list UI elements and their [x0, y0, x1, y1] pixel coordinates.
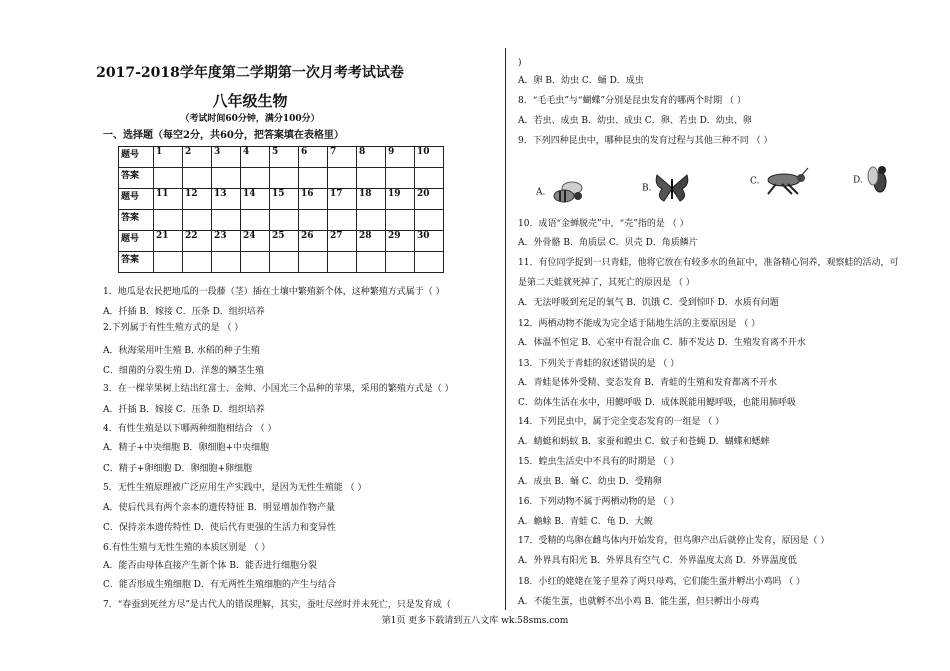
right-question-line: )	[518, 58, 522, 68]
butterfly-icon	[654, 173, 690, 203]
answer-cell[interactable]	[357, 210, 386, 231]
left-question-line: A．能否由母体直接产生新个体 B．能否进行细胞分裂	[103, 561, 317, 571]
answer-cell[interactable]	[270, 210, 299, 231]
answer-table-number-row	[119, 147, 444, 168]
question-number-cell: 20	[415, 189, 444, 210]
question-number-cell: 19	[386, 189, 415, 210]
right-question-line: 13．下列关于青蛙的叙述错误的是 （ ）	[518, 359, 680, 369]
right-question-line: A．卵 B．幼虫 C．蛹 D．成虫	[518, 76, 644, 86]
answer-cell[interactable]	[299, 210, 328, 231]
question-number-cell: 18	[357, 189, 386, 210]
answer-cell[interactable]	[415, 210, 444, 231]
question-number-cell: 2	[183, 147, 212, 168]
question-number-cell: 9	[386, 147, 415, 168]
answer-cell[interactable]	[357, 168, 386, 189]
question-number-cell: 16	[299, 189, 328, 210]
answer-cell[interactable]	[212, 252, 241, 273]
left-question-line: 7．“春蚕到死丝方尽”是古代人的错误理解，其实，蚕吐尽丝时并未死亡，只是发育成（	[103, 600, 451, 610]
question-number-cell: 23	[212, 231, 241, 252]
answer-table-number-row	[119, 231, 444, 252]
right-question-line: 是第二天蛙就死掉了，其死亡的原因是 （ ）	[518, 278, 695, 288]
q9-option-b	[642, 173, 690, 203]
answer-cell[interactable]	[328, 210, 357, 231]
question-number-cell: 11	[154, 189, 183, 210]
q9-option-d	[853, 164, 892, 196]
q9-option-b-label: B.	[642, 183, 652, 194]
answer-label: 答案	[119, 252, 154, 273]
right-question-line: A．成虫 B．蛹 C．幼虫 D．受精卵	[518, 477, 662, 487]
answer-cell[interactable]	[328, 168, 357, 189]
question-number-cell: 15	[270, 189, 299, 210]
q9-option-a-label: A.	[536, 187, 546, 198]
question-number-cell: 13	[212, 189, 241, 210]
answer-cell[interactable]	[386, 210, 415, 231]
answer-label: 答案	[119, 210, 154, 231]
exam-title: 2017-2018学年度第二学期第一次月考考试试卷	[96, 65, 404, 81]
left-question-line: C．精子+卵细胞 D．卵细胞+卵细胞	[103, 464, 253, 474]
question-number-label: 题号	[119, 189, 154, 210]
left-question-line: C．能否形成生殖细胞 D．有无两性生殖细胞的产生与结合	[103, 580, 336, 590]
right-question-line: 17．受精的鸟卵在雌鸟体内开始发育，但鸟卵产出后就停止发育，原因是（ ）	[518, 536, 830, 546]
answer-cell[interactable]	[154, 252, 183, 273]
right-question-line: 8．“毛毛虫”与“蝴蝶”分别是昆虫发育的哪两个时期 （ ）	[518, 96, 746, 106]
right-question-line: A．外界具有阳光 B．外界具有空气 C．外界温度太高 D．外界温度低	[518, 556, 797, 566]
answer-cell[interactable]	[270, 168, 299, 189]
q9-option-c-label: C.	[750, 176, 760, 187]
question-number-label: 题号	[119, 231, 154, 252]
right-question-line: 9．下列四种昆虫中，哪种昆虫的发育过程与其他三种不同 （ ）	[518, 136, 773, 146]
question-number-cell: 24	[241, 231, 270, 252]
bee-icon	[548, 178, 590, 206]
grasshopper-icon	[762, 166, 810, 196]
answer-cell[interactable]	[241, 210, 270, 231]
question-number-cell: 28	[357, 231, 386, 252]
subject-title: 八年级生物	[212, 92, 288, 110]
answer-table-answer-row	[119, 168, 444, 189]
left-question-line: C．细菌的分裂生殖 D．洋葱的鳞茎生殖	[103, 366, 264, 376]
answer-cell[interactable]	[415, 252, 444, 273]
question-number-cell: 6	[299, 147, 328, 168]
right-question-line: 16．下列动物不属于两栖动物的是 （ ）	[518, 497, 680, 507]
fly-icon	[866, 164, 892, 196]
answer-table	[118, 146, 444, 273]
right-question-line: A．蜻蜓和蚂蚁 B．家蚕和蝗虫 C．蚊子和苍蝇 D．蝴蝶和蟋蟀	[518, 437, 770, 447]
left-question-line: A．精子+中央细胞 B．卵细胞+中央细胞	[103, 443, 270, 453]
answer-cell[interactable]	[299, 168, 328, 189]
right-question-line: 14．下列昆虫中，属于完全变态发育的一组是 （ ）	[518, 417, 725, 427]
answer-label: 答案	[119, 168, 154, 189]
answer-cell[interactable]	[154, 168, 183, 189]
left-question-line: 3．在一棵苹果树上结出红富士、金帅、小国光三个品种的苹果，采用的繁殖方式是（ ）	[103, 384, 454, 394]
answer-cell[interactable]	[415, 168, 444, 189]
left-question-line: 2.下列属于有性生殖方式的是 （ ）	[103, 323, 244, 333]
right-question-line: A．不能生蛋，也就孵不出小鸡 B．能生蛋，但只孵出小母鸡	[518, 597, 759, 607]
answer-table-answer-row	[119, 210, 444, 231]
question-number-cell: 17	[328, 189, 357, 210]
answer-cell[interactable]	[386, 252, 415, 273]
question-number-cell: 14	[241, 189, 270, 210]
left-question-line: 1．地瓜是农民把地瓜的一段藤（茎）插在土壤中繁殖新个体，这种繁殖方式属于（ ）	[103, 287, 445, 297]
section-heading: 一、选择题（每空2分，共60分，把答案填在表格里）	[103, 130, 344, 141]
left-question-line: A．使后代具有两个亲本的遗传特征 B．明显增加作物产量	[103, 503, 335, 513]
right-question-line: 18．小红的姥姥在笼子里养了两只母鸡，它们能生蛋并孵出小鸡吗 （ ）	[518, 577, 806, 587]
right-question-line: A．蟾蜍 B．青蛙 C．龟 D．大鲵	[518, 517, 653, 527]
question-number-label: 题号	[119, 147, 154, 168]
question-number-cell: 27	[328, 231, 357, 252]
right-question-line: A．青蛙是体外受精、变态发育 B．青蛙的生殖和发育都离不开水	[518, 378, 777, 388]
question-number-cell: 7	[328, 147, 357, 168]
question-number-cell: 29	[386, 231, 415, 252]
question-number-cell: 30	[415, 231, 444, 252]
question-number-cell: 4	[241, 147, 270, 168]
right-question-line: A．体温不恒定 B．心室中有混合血 C．肺不发达 D．生殖发育离不开水	[518, 338, 806, 348]
left-question-line: 4．有性生殖是以下哪两种细胞相结合 （ ）	[103, 424, 277, 434]
question-number-cell: 22	[183, 231, 212, 252]
answer-table-number-row	[119, 189, 444, 210]
question-number-cell: 26	[299, 231, 328, 252]
question-number-cell: 12	[183, 189, 212, 210]
answer-cell[interactable]	[270, 252, 299, 273]
page-footer: 第1页 更多下载请到五八文库 wk.58sms.com	[381, 616, 569, 626]
answer-cell[interactable]	[386, 168, 415, 189]
q9-option-d-label: D.	[853, 175, 863, 186]
answer-cell[interactable]	[241, 168, 270, 189]
q9-option-c	[750, 166, 810, 196]
left-question-line: C．保持亲本遗传特性 D．使后代有更强的生活力和变异性	[103, 523, 336, 533]
answer-cell[interactable]	[241, 252, 270, 273]
question-number-cell: 25	[270, 231, 299, 252]
right-question-line: C．幼体生活在水中，用鳃呼吸 D．成体既能用鳃呼吸，也能用肺呼吸	[518, 398, 796, 408]
answer-cell[interactable]	[154, 210, 183, 231]
left-question-line: A．扦插 B．嫁接 C．压条 D．组织培养	[103, 405, 265, 415]
left-question-line: 5．无性生殖原理被广泛应用生产实践中，是因为无性生殖能 （ ）	[103, 483, 367, 493]
right-question-line: 10．成语“金蝉脱壳”中，“壳”指的是 （ ）	[518, 219, 689, 229]
question-number-cell: 21	[154, 231, 183, 252]
question-number-cell: 10	[415, 147, 444, 168]
right-question-line: 15．蝗虫生活史中不具有的时期是 （ ）	[518, 457, 680, 467]
left-question-line: A．扦插 B．嫁接 C．压条 D．组织培养	[103, 307, 265, 317]
answer-cell[interactable]	[183, 168, 212, 189]
question-number-cell: 1	[154, 147, 183, 168]
question-number-cell: 5	[270, 147, 299, 168]
left-question-line: 6.有性生殖与无性生殖的本质区别是 （ ）	[103, 543, 271, 553]
right-question-line: A．外骨骼 B．角质层 C．贝壳 D．角质鳞片	[518, 238, 698, 248]
column-divider	[505, 48, 506, 610]
left-question-line: A．秋海棠用叶生殖 B. 水稻的种子生殖	[103, 346, 260, 356]
question-number-cell: 3	[212, 147, 241, 168]
answer-cell[interactable]	[183, 210, 212, 231]
right-question-line: 11．有位同学捉到一只青蛙，他将它放在有较多水的鱼缸中，准备精心饲养，观察蛙的活动，可	[518, 258, 899, 268]
exam-info: （考试时间60分钟，满分100分）	[180, 114, 320, 124]
question-number-cell: 8	[357, 147, 386, 168]
answer-cell[interactable]	[357, 252, 386, 273]
right-question-line: A．若虫、成虫 B．幼虫、成虫 C．卵、若虫 D．幼虫、卵	[518, 116, 752, 126]
answer-cell[interactable]	[212, 210, 241, 231]
answer-cell[interactable]	[328, 252, 357, 273]
answer-table-answer-row	[119, 252, 444, 273]
answer-cell[interactable]	[183, 252, 212, 273]
q9-option-a	[536, 178, 590, 206]
right-question-line: 12．两栖动物不能成为完全适于陆地生活的主要原因是 （ ）	[518, 319, 761, 329]
answer-cell[interactable]	[212, 168, 241, 189]
right-question-line: A．无法呼吸到充足的氧气 B．饥饿 C．受到惊吓 D．水质有问题	[518, 298, 779, 308]
answer-cell[interactable]	[299, 252, 328, 273]
